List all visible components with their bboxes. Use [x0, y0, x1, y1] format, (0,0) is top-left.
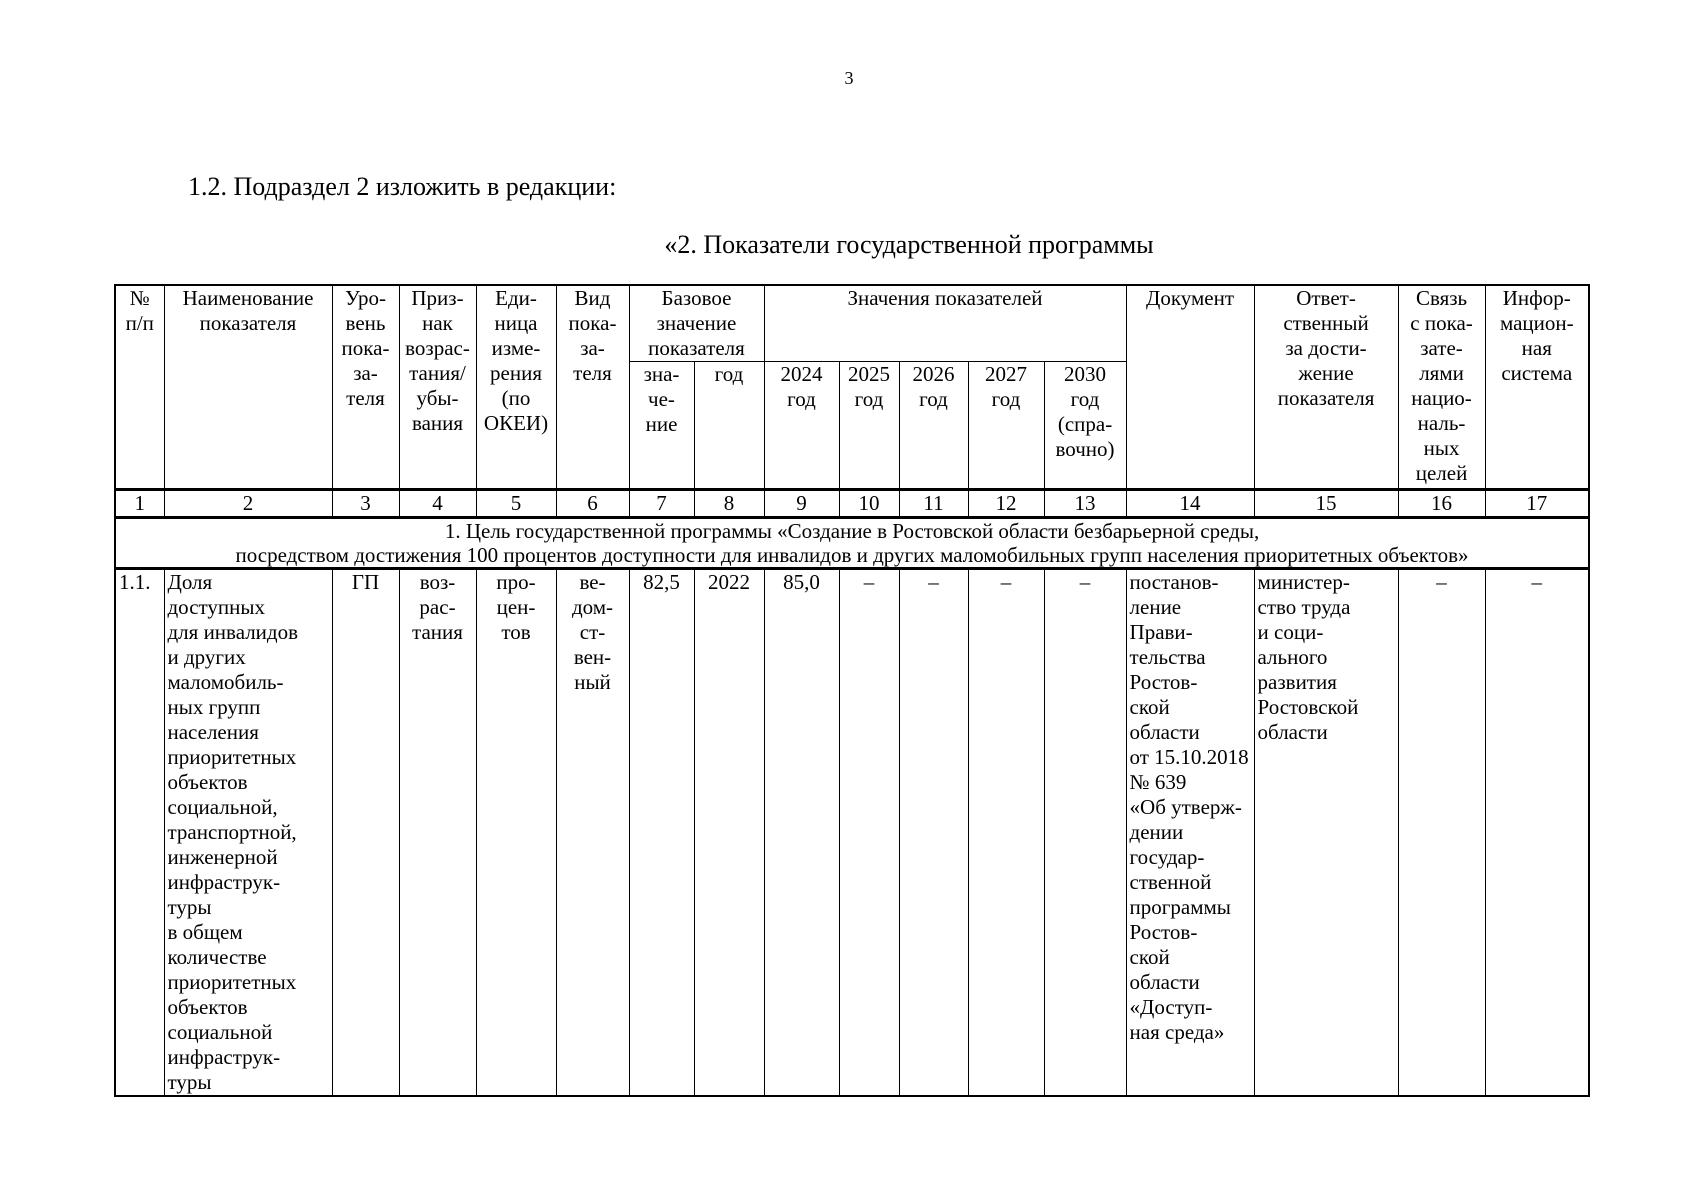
column-number: 17 [1485, 490, 1589, 518]
column-number: 1 [115, 490, 164, 518]
column-number: 15 [1254, 490, 1398, 518]
column-number: 10 [839, 490, 899, 518]
column-number: 5 [476, 490, 556, 518]
header-type: Вид пока- за- теля [556, 285, 629, 490]
column-number: 6 [556, 490, 629, 518]
header-sign: Приз- нак возрас- тания/ убы- вания [399, 285, 476, 490]
column-number: 3 [332, 490, 399, 518]
row-value-2025: – [839, 569, 899, 1097]
header-unit: Еди- ница изме- рения (по ОКЕИ) [476, 285, 556, 490]
row-info: – [1485, 569, 1589, 1097]
header-year-2024: 2024 год [764, 362, 839, 490]
header-year-2025: 2025 год [839, 362, 899, 490]
row-base-year: 2022 [694, 569, 764, 1097]
header-level: Уро- вень пока- за- теля [332, 285, 399, 490]
goal-row [115, 518, 1589, 569]
row-link: – [1398, 569, 1485, 1097]
column-number: 9 [764, 490, 839, 518]
column-number: 7 [629, 490, 694, 518]
header-name: Наименование показателя [164, 285, 332, 490]
column-number: 16 [1398, 490, 1485, 518]
row-type: ве- дом- ст- вен- ный [556, 569, 629, 1097]
header-base: Базовое значение показателя [629, 285, 764, 362]
column-number: 11 [899, 490, 968, 518]
row-value-2026: – [899, 569, 968, 1097]
row-document: постанов- ление Прави- тельства Ростов- ской области от 15.10.2018 № 639 «Об утверж- дении государ- ственной программы Ростов- ской области «Доступ- ная среда» [1126, 569, 1254, 1097]
header-document: Документ [1126, 285, 1254, 490]
header-responsible: Ответ- ственный за дости- жение показателя [1254, 285, 1398, 490]
column-number: 12 [968, 490, 1044, 518]
header-num: № п/п [115, 285, 164, 490]
row-base-value: 82,5 [629, 569, 694, 1097]
column-number: 14 [1126, 490, 1254, 518]
page-number: 3 [844, 68, 854, 88]
row-unit: про- цен- тов [476, 569, 556, 1097]
header-base-year: год [694, 362, 764, 490]
row-name: Доля доступных для инвалидов и других маломобиль- ных групп населения приоритетных объектов социальной, транспортной, инженерной инфраструк- туры в общем количестве приоритетных объектов социальной инфраструк- туры [164, 569, 332, 1097]
row-value-2030: – [1044, 569, 1126, 1097]
row-num: 1.1. [115, 569, 164, 1097]
header-values: Значения показателей [764, 285, 1126, 362]
intro-paragraph: 1.2. Подраздел 2 изложить в редакции: [188, 172, 617, 201]
indicators-table [114, 284, 1590, 1097]
section-title: «2. Показатели государственной программы [664, 230, 1154, 259]
column-numbers-row [115, 490, 1589, 518]
row-value-2027: – [968, 569, 1044, 1097]
row-level: ГП [332, 569, 399, 1097]
column-number: 2 [164, 490, 332, 518]
row-value-2024: 85,0 [764, 569, 839, 1097]
header-link: Связь с пока- зате- лями нацио- наль- ных целей [1398, 285, 1485, 490]
goal-text: 1. Цель государственной программы «Создание в Ростовской области безбарьерной среды, посредством достижения 100 процентов доступности для инвалидов и других маломобильных групп населения приоритетных объектов» [115, 518, 1589, 569]
column-number: 8 [694, 490, 764, 518]
row-responsible: министер- ство труда и соци- ального развития Ростовской области [1254, 569, 1398, 1097]
table-row [115, 569, 1589, 1097]
column-number: 13 [1044, 490, 1126, 518]
header-year-2026: 2026 год [899, 362, 968, 490]
header-year-2027: 2027 год [968, 362, 1044, 490]
column-number: 4 [399, 490, 476, 518]
header-year-2030: 2030 год (спра- вочно) [1044, 362, 1126, 490]
row-sign: воз- рас- тания [399, 569, 476, 1097]
header-info: Инфор- мацион- ная система [1485, 285, 1589, 490]
header-base-value: зна- че- ние [629, 362, 694, 490]
